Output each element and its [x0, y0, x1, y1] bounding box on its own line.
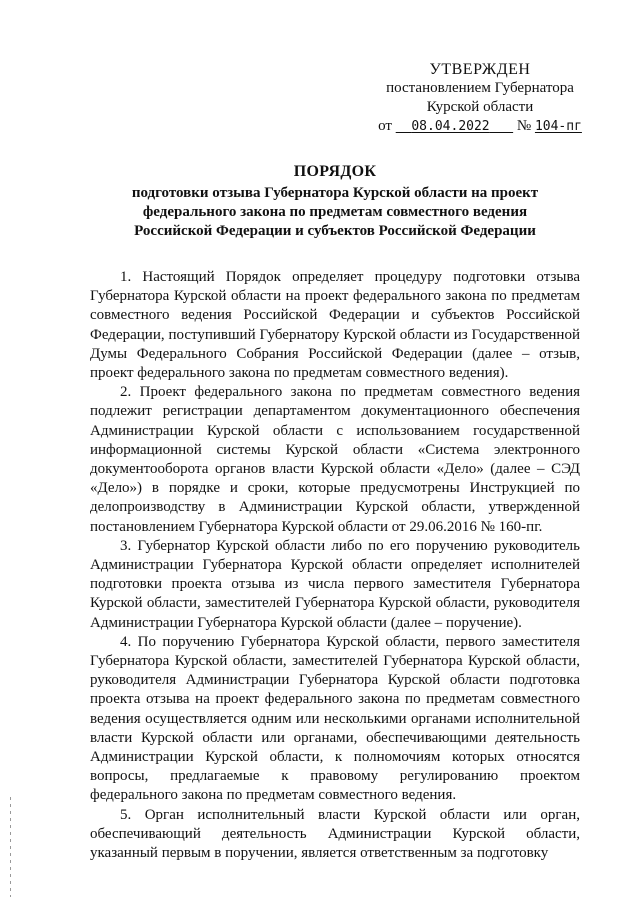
approval-line-1: постановлением Губернатора — [386, 80, 574, 96]
document-heading: ПОРЯДОК — [293, 163, 377, 180]
scan-edge-mark — [10, 797, 11, 897]
paragraph-2: 2. Проект федерального закона по предметам совместного ведения подлежит регистрации департаментом документационного обеспечения Администрации Курской области с использованием государственной информационной системы Курской области «Система электронного документооборота органов власти Курской области «Дело» (далее – СЭД «Дело») в порядке и сроки, которые предусмотрены Инструкцией по делопроизводству в Администрации Курской области, утвержденной постановлением Губернатора Курской области от 29.06.2016 № 160-пг. — [90, 384, 580, 535]
approval-date-line — [360, 117, 600, 136]
approval-stamp — [360, 60, 600, 136]
paragraph-5: 5. Орган исполнительный власти Курской области или орган, обеспечивающий деятельность Администрации Курской области, указанный первым в поручении, является ответственным за подготовку — [90, 806, 580, 862]
paragraph-1: 1. Настоящий Порядок определяет процедуру подготовки отзыва Губернатора Курской области на проект федерального закона по предметам совместного ведения Российской Федерации и субъектов Российской Федерации, поступивший Губернатору Курской области из Государственной Думы Федерального Собрания Российской Федерации (далее – отзыв, проект федерального закона по предметам совместного ведения). — [90, 269, 580, 382]
date-prefix: от — [378, 118, 392, 134]
document-subtitle: подготовки отзыва Губернатора Курской области на проект федерального закона по предметам совместного ведения Российской Федерации и субъектов Российской Федерации — [131, 185, 539, 239]
approval-number: 104-пг — [534, 119, 582, 134]
document-title — [110, 162, 560, 241]
paragraph-4: 4. По поручению Губернатора Курской области, первого заместителя Губернатора Курской области, заместителей Губернатора Курской области, руководителя Администрации Губернатора Курской области подготовка проекта отзыва на проект федерального закона по предметам совместного ведения осуществляется одним или несколькими органами исполнительной власти Курской области или органами, обеспечивающими деятельность Администрации Курской области, к полномочиям которых относятся вопросы, предлагаемые к правовому регулированию проектом федерального закона по предметам совместного ведения. — [90, 633, 580, 804]
approval-line-2: Курской области — [426, 99, 534, 115]
paragraph-3: 3. Губернатор Курской области либо по его поручению руководитель Администрации Губернатора Курской области определяет исполнителей подготовки проекта отзыва из числа первого заместителя Губернатора Курской области, заместителей Губернатора Курской области, руководителя Администрации Губернатора Курской области (далее – поручение). — [90, 537, 580, 631]
approval-title: УТВЕРЖДЕН — [429, 61, 531, 78]
document-body — [90, 268, 580, 863]
number-prefix: № — [516, 118, 532, 134]
approval-date: 08.04.2022 — [411, 119, 490, 134]
